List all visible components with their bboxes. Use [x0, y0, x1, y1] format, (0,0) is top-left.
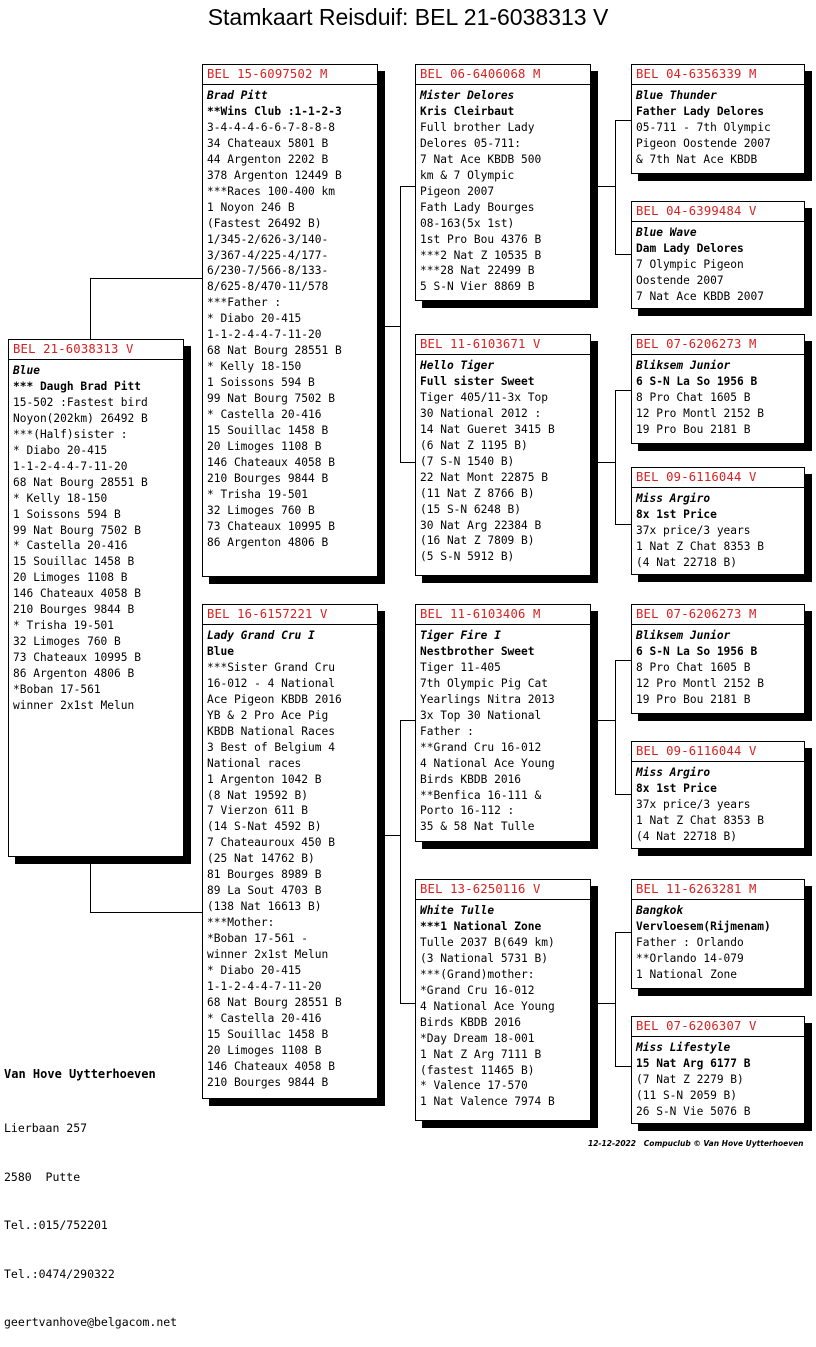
result-line: 15 Souillac 1458 B: [207, 1027, 329, 1041]
result-line: 89 La Sout 4703 B: [207, 884, 322, 898]
result-line: 378 Argenton 12449 B: [207, 168, 342, 182]
result-line: * Trisha 19-501: [13, 619, 115, 633]
connector-line: [597, 720, 615, 721]
highlight-line: Father Lady Delores: [636, 104, 764, 118]
result-line: (4 Nat 22718 B): [636, 829, 738, 843]
ring-number: BEL 11-6103406 M: [420, 607, 541, 621]
card-divider: [416, 354, 590, 355]
result-line: 6/230-7/566-8/133-: [207, 264, 329, 278]
connector-line: [615, 932, 632, 933]
result-line: **Grand Cru 16-012: [420, 740, 542, 754]
result-line: 1 Nat Valence 7974 B: [420, 1095, 555, 1109]
pigeon-card-mfm: [631, 741, 805, 849]
connector-line: [615, 1066, 632, 1067]
pigeon-name: Brad Pitt: [207, 89, 268, 102]
owner-tel: Tel.:015/752201: [4, 1218, 108, 1233]
pigeon-name: Bliksem Junior: [636, 629, 731, 642]
ring-number: BEL 07-6206273 M: [636, 607, 757, 621]
highlight-line: **Wins Club :1-1-2-3: [207, 104, 342, 118]
owner-email: geertvanhove@belgacom.net: [4, 1315, 178, 1330]
ring-number: BEL 11-6263281 M: [636, 882, 757, 896]
result-line: 15 Souillac 1458 B: [207, 424, 329, 438]
ring-number: BEL 11-6103671 V: [420, 337, 541, 351]
result-line: * Kelly 18-150: [13, 491, 108, 505]
connector-line: [615, 120, 616, 254]
result-line: (Fastest 26492 B): [207, 216, 322, 230]
result-line: winner 2x1st Melun: [13, 699, 135, 713]
result-line: 1 Nat Z Chat 8353 B: [636, 813, 764, 827]
result-line: 8 Pro Chat 1605 B: [636, 390, 751, 404]
result-line: Birds KBDB 2016: [420, 1015, 522, 1029]
pigeon-name: Miss Lifestyle: [636, 1041, 731, 1054]
connector-line: [382, 835, 400, 836]
result-line: Pigeon 2007: [420, 184, 495, 198]
connector-line: [615, 932, 616, 1066]
connector-line: [615, 390, 632, 391]
ring-number: BEL 09-6116044 V: [636, 744, 757, 758]
result-line: 30 Nat Arg 22384 B: [420, 518, 542, 532]
result-line: 68 Nat Bourg 28551 B: [13, 475, 148, 489]
pigeon-card-fff: [631, 64, 805, 174]
ring-number: BEL 07-6206307 V: [636, 1019, 757, 1033]
pigeon-name: Blue: [13, 364, 40, 377]
result-line: 1 Argenton 1042 B: [207, 772, 322, 786]
highlight-line: Nestbrother Sweet: [420, 644, 535, 658]
highlight-line: Full sister Sweet: [420, 374, 535, 388]
result-line: 7th Olympic Pig Cat: [420, 676, 548, 690]
result-line: 3-4-4-4-6-6-7-8-8-8: [207, 120, 335, 134]
result-line: (25 Nat 14762 B): [207, 852, 315, 866]
connector-line: [615, 254, 632, 255]
connector-line: [400, 186, 401, 462]
result-line: 68 Nat Bourg 28551 B: [207, 995, 342, 1009]
result-line: 99 Nat Bourg 7502 B: [13, 523, 141, 537]
result-line: 5 S-N Vier 8869 B: [420, 280, 535, 294]
result-line: Noyon(202km) 26492 B: [13, 411, 148, 425]
result-line: 14 Nat Gueret 3415 B: [420, 422, 555, 436]
result-line: 73 Chateaux 10995 B: [207, 519, 335, 533]
result-line: Pigeon Oostende 2007: [636, 136, 771, 150]
connector-line: [382, 326, 400, 327]
result-line: ***(Grand)mother:: [420, 967, 535, 981]
result-line: 1 National Zone: [636, 967, 738, 981]
card-divider: [632, 624, 804, 625]
result-line: 3x Top 30 National: [420, 708, 542, 722]
result-line: Father : Orlando: [636, 935, 744, 949]
result-line: 32 Limoges 760 B: [207, 503, 315, 517]
result-line: (4 Nat 22718 B): [636, 555, 738, 569]
result-line: (15 S-N 6248 B): [420, 502, 522, 516]
result-line: ***(Half)sister :: [13, 427, 128, 441]
result-line: 1 Soissons 594 B: [207, 376, 315, 390]
ring-number: BEL 09-6116044 V: [636, 470, 757, 484]
highlight-line: 8x 1st Price: [636, 507, 717, 521]
highlight-line: *** Daugh Brad Pitt: [13, 379, 141, 393]
result-line: Tiger 11-405: [420, 660, 501, 674]
result-line: * Diabo 20-415: [13, 443, 108, 457]
pigeon-card-father: [202, 64, 378, 577]
result-line: 7 Olympic Pigeon: [636, 257, 744, 271]
pigeon-name: Lady Grand Cru I: [207, 629, 315, 642]
result-line: 32 Limoges 760 B: [13, 635, 121, 649]
result-line: 1-1-2-4-4-7-11-20: [207, 979, 322, 993]
pigeon-name: Miss Argiro: [636, 492, 711, 505]
page-title: Stamkaart Reisduif: BEL 21-6038313 V: [207, 4, 609, 30]
result-line: 7 Nat Ace KBDB 2007: [636, 289, 764, 303]
card-divider: [203, 84, 377, 85]
pigeon-name: White Tulle: [420, 904, 495, 917]
result-line: 3/367-4/225-4/177-: [207, 248, 329, 262]
ring-number: BEL 13-6250116 V: [420, 882, 541, 896]
connector-line: [615, 660, 632, 661]
result-line: 44 Argenton 2202 B: [207, 152, 329, 166]
result-line: 20 Limoges 1108 B: [207, 439, 322, 453]
card-divider: [416, 899, 590, 900]
result-line: 19 Pro Bou 2181 B: [636, 692, 751, 706]
owner-name: Van Hove Uytterhoeven: [4, 1067, 156, 1082]
ring-number: BEL 04-6399484 V: [636, 204, 757, 218]
connector-line: [90, 278, 91, 340]
result-line: * Diabo 20-415: [207, 312, 302, 326]
result-line: 1-1-2-4-4-7-11-20: [13, 459, 128, 473]
result-line: * Kelly 18-150: [207, 360, 302, 374]
result-line: Birds KBDB 2016: [420, 772, 522, 786]
pigeon-card-subject: [8, 339, 184, 857]
result-line: ***2 Nat Z 10535 B: [420, 248, 542, 262]
connector-line: [90, 912, 204, 913]
result-line: (11 Nat Z 8766 B): [420, 486, 535, 500]
result-line: Tulle 2037 B(649 km): [420, 935, 555, 949]
result-line: ***Father :: [207, 296, 282, 310]
result-line: 37x price/3 years: [636, 797, 751, 811]
result-line: 05-711 - 7th Olympic: [636, 120, 771, 134]
connector-line: [615, 390, 616, 524]
owner-address: Lierbaan 257: [4, 1121, 88, 1136]
highlight-line: ***1 National Zone: [420, 919, 542, 933]
card-divider: [632, 221, 804, 222]
card-divider: [203, 624, 377, 625]
result-line: 08-163(5x 1st): [420, 216, 515, 230]
result-line: 1/345-2/626-3/140-: [207, 232, 329, 246]
result-line: (16 Nat Z 7809 B): [420, 534, 535, 548]
card-divider: [416, 624, 590, 625]
result-line: 146 Chateaux 4058 B: [207, 455, 335, 469]
ring-number: BEL 07-6206273 M: [636, 337, 757, 351]
result-line: (7 S-N 1540 B): [420, 454, 515, 468]
result-line: winner 2x1st Melun: [207, 948, 329, 962]
result-line: ***Sister Grand Cru: [207, 660, 335, 674]
result-line: 16-012 - 4 National: [207, 676, 335, 690]
result-line: 12 Pro Montl 2152 B: [636, 676, 764, 690]
pigeon-card-mff: [631, 604, 805, 714]
result-line: 1st Pro Bou 4376 B: [420, 232, 542, 246]
result-line: 34 Chateaux 5801 B: [207, 136, 329, 150]
result-line: (7 Nat Z 2279 B): [636, 1072, 744, 1086]
result-line: 7 Nat Ace KBDB 500: [420, 152, 542, 166]
result-line: Ace Pigeon KBDB 2016: [207, 692, 342, 706]
result-line: 15-502 :Fastest bird: [13, 395, 148, 409]
result-line: 37x price/3 years: [636, 523, 751, 537]
result-line: 15 Souillac 1458 B: [13, 555, 135, 569]
result-line: 86 Argenton 4806 B: [207, 535, 329, 549]
connector-line: [615, 660, 616, 794]
result-line: 35 & 58 Nat Tulle: [420, 820, 535, 834]
result-line: (fastest 11465 B): [420, 1063, 535, 1077]
card-divider: [632, 487, 804, 488]
result-line: 26 S-N Vie 5076 B: [636, 1104, 751, 1118]
result-line: 8 Pro Chat 1605 B: [636, 660, 751, 674]
owner-tel2: Tel.:0474/290322: [4, 1266, 115, 1281]
result-line: Father :: [420, 724, 474, 738]
result-line: 8/625-8/470-11/578: [207, 280, 329, 294]
result-line: * Valence 17-570: [420, 1079, 528, 1093]
pigeon-card-maternal-grandfather: [415, 604, 591, 842]
connector-line: [615, 120, 632, 121]
result-line: 3 Best of Belgium 4: [207, 740, 335, 754]
ring-number: BEL 21-6038313 V: [13, 342, 134, 356]
card-divider: [416, 84, 590, 85]
result-line: 22 Nat Mont 22875 B: [420, 470, 548, 484]
result-line: & 7th Nat Ace KBDB: [636, 152, 758, 166]
pigeon-card-maternal-grandmother: [415, 879, 591, 1121]
result-line: 20 Limoges 1108 B: [207, 1043, 322, 1057]
pigeon-card-fmf: [631, 334, 805, 444]
result-line: 1 Nat Z Chat 8353 B: [636, 539, 764, 553]
pigeon-name: Bangkok: [636, 904, 684, 917]
result-line: 19 Pro Bou 2181 B: [636, 422, 751, 436]
result-line: Fath Lady Bourges: [420, 200, 535, 214]
result-line: (5 S-N 5912 B): [420, 550, 515, 564]
connector-line: [615, 794, 632, 795]
result-line: 210 Bourges 9844 B: [13, 603, 135, 617]
result-line: * Trisha 19-501: [207, 487, 309, 501]
pigeon-card-mmm: [631, 1016, 805, 1124]
highlight-line: 6 S-N La So 1956 B: [636, 644, 758, 658]
pigeon-name: Hello Tiger: [420, 359, 495, 372]
result-line: 86 Argenton 4806 B: [13, 667, 135, 681]
connector-line: [597, 462, 615, 463]
result-line: 146 Chateaux 4058 B: [13, 587, 141, 601]
result-line: National races: [207, 756, 302, 770]
highlight-line: 6 S-N La So 1956 B: [636, 374, 758, 388]
highlight-line: 8x 1st Price: [636, 781, 717, 795]
result-line: *Boban 17-561 -: [207, 932, 309, 946]
result-line: Oostende 2007: [636, 273, 724, 287]
result-line: YB & 2 Pro Ace Pig: [207, 708, 329, 722]
pigeon-card-paternal-grandfather: [415, 64, 591, 301]
highlight-line: Blue: [207, 644, 234, 658]
result-line: 20 Limoges 1108 B: [13, 571, 128, 585]
connector-line: [90, 278, 204, 279]
result-line: ***Races 100-400 km: [207, 184, 335, 198]
pigeon-card-mother: [202, 604, 378, 1099]
result-line: * Castella 20-416: [207, 408, 322, 422]
result-line: Delores 05-711:: [420, 136, 522, 150]
card-divider: [632, 354, 804, 355]
pigeon-name: Blue Wave: [636, 226, 697, 239]
connector-line: [615, 524, 632, 525]
result-line: **Benfica 16-111 &: [420, 788, 542, 802]
result-line: 1 Nat Z Arg 7111 B: [420, 1047, 542, 1061]
result-line: KBDB National Races: [207, 724, 335, 738]
result-line: (11 S-N 2059 B): [636, 1088, 738, 1102]
result-line: *Boban 17-561: [13, 683, 101, 697]
ring-number: BEL 15-6097502 M: [207, 67, 328, 81]
result-line: 210 Bourges 9844 B: [207, 471, 329, 485]
result-line: 99 Nat Bourg 7502 B: [207, 392, 335, 406]
card-divider: [632, 84, 804, 85]
result-line: 1-1-2-4-4-7-11-20: [207, 328, 322, 342]
owner-city: 2580 Putte: [4, 1169, 81, 1184]
connector-line: [597, 186, 615, 187]
result-line: 7 Vierzon 611 B: [207, 804, 309, 818]
pigeon-card-mmf: [631, 879, 805, 989]
footer-credit: 12-12-2022 Compuclub © Van Hove Uytterhoeven: [588, 1139, 804, 1148]
result-line: 73 Chateaux 10995 B: [13, 651, 141, 665]
result-line: 1 Noyon 246 B: [207, 200, 295, 214]
result-line: 12 Pro Montl 2152 B: [636, 406, 764, 420]
result-line: (3 National 5731 B): [420, 951, 548, 965]
card-divider: [632, 1036, 804, 1037]
card-divider: [632, 761, 804, 762]
result-line: (6 Nat Z 1195 B): [420, 438, 528, 452]
result-line: * Diabo 20-415: [207, 964, 302, 978]
result-line: 146 Chateaux 4058 B: [207, 1059, 335, 1073]
result-line: *Day Dream 18-001: [420, 1031, 535, 1045]
result-line: ***Mother:: [207, 916, 275, 930]
pigeon-name: Miss Argiro: [636, 766, 711, 779]
result-line: (14 S-Nat 4592 B): [207, 820, 322, 834]
result-line: 81 Bourges 8989 B: [207, 868, 322, 882]
pigeon-card-ffm: [631, 201, 805, 309]
result-line: Porto 16-112 :: [420, 804, 515, 818]
highlight-line: Kris Cleirbaut: [420, 104, 515, 118]
result-line: Yearlings Nitra 2013: [420, 692, 555, 706]
pigeon-name: Mister Delores: [420, 89, 515, 102]
pigeon-card-fmm: [631, 467, 805, 575]
ring-number: BEL 06-6406068 M: [420, 67, 541, 81]
owner-info: [4, 1034, 177, 1347]
result-line: 1 Soissons 594 B: [13, 507, 121, 521]
ring-number: BEL 16-6157221 V: [207, 607, 328, 621]
result-line: 4 National Ace Young: [420, 999, 555, 1013]
result-line: **Orlando 14-079: [636, 951, 744, 965]
result-line: km & 7 Olympic: [420, 168, 515, 182]
result-line: 210 Bourges 9844 B: [207, 1075, 329, 1089]
result-line: *Grand Cru 16-012: [420, 983, 535, 997]
pigeon-card-paternal-grandmother: [415, 334, 591, 576]
result-line: Tiger 405/11-3x Top: [420, 390, 548, 404]
result-line: 4 National Ace Young: [420, 756, 555, 770]
connector-line: [400, 720, 401, 1003]
connector-line: [90, 857, 91, 912]
result-line: (8 Nat 19592 B): [207, 788, 309, 802]
result-line: 7 Chateauroux 450 B: [207, 836, 335, 850]
highlight-line: Vervloesem(Rijmenam): [636, 919, 771, 933]
pigeon-name: Blue Thunder: [636, 89, 717, 102]
result-line: * Castella 20-416: [13, 539, 128, 553]
card-divider: [632, 899, 804, 900]
pigeon-name: Bliksem Junior: [636, 359, 731, 372]
pigeon-name: Tiger Fire I: [420, 629, 501, 642]
result-line: * Castella 20-416: [207, 1011, 322, 1025]
highlight-line: Dam Lady Delores: [636, 241, 744, 255]
result-line: (138 Nat 16613 B): [207, 900, 322, 914]
highlight-line: 15 Nat Arg 6177 B: [636, 1056, 751, 1070]
ring-number: BEL 04-6356339 M: [636, 67, 757, 81]
result-line: Full brother Lady: [420, 120, 535, 134]
result-line: ***28 Nat 22499 B: [420, 264, 535, 278]
result-line: 68 Nat Bourg 28551 B: [207, 344, 342, 358]
result-line: 30 National 2012 :: [420, 406, 542, 420]
card-divider: [9, 359, 183, 360]
connector-line: [597, 1003, 615, 1004]
